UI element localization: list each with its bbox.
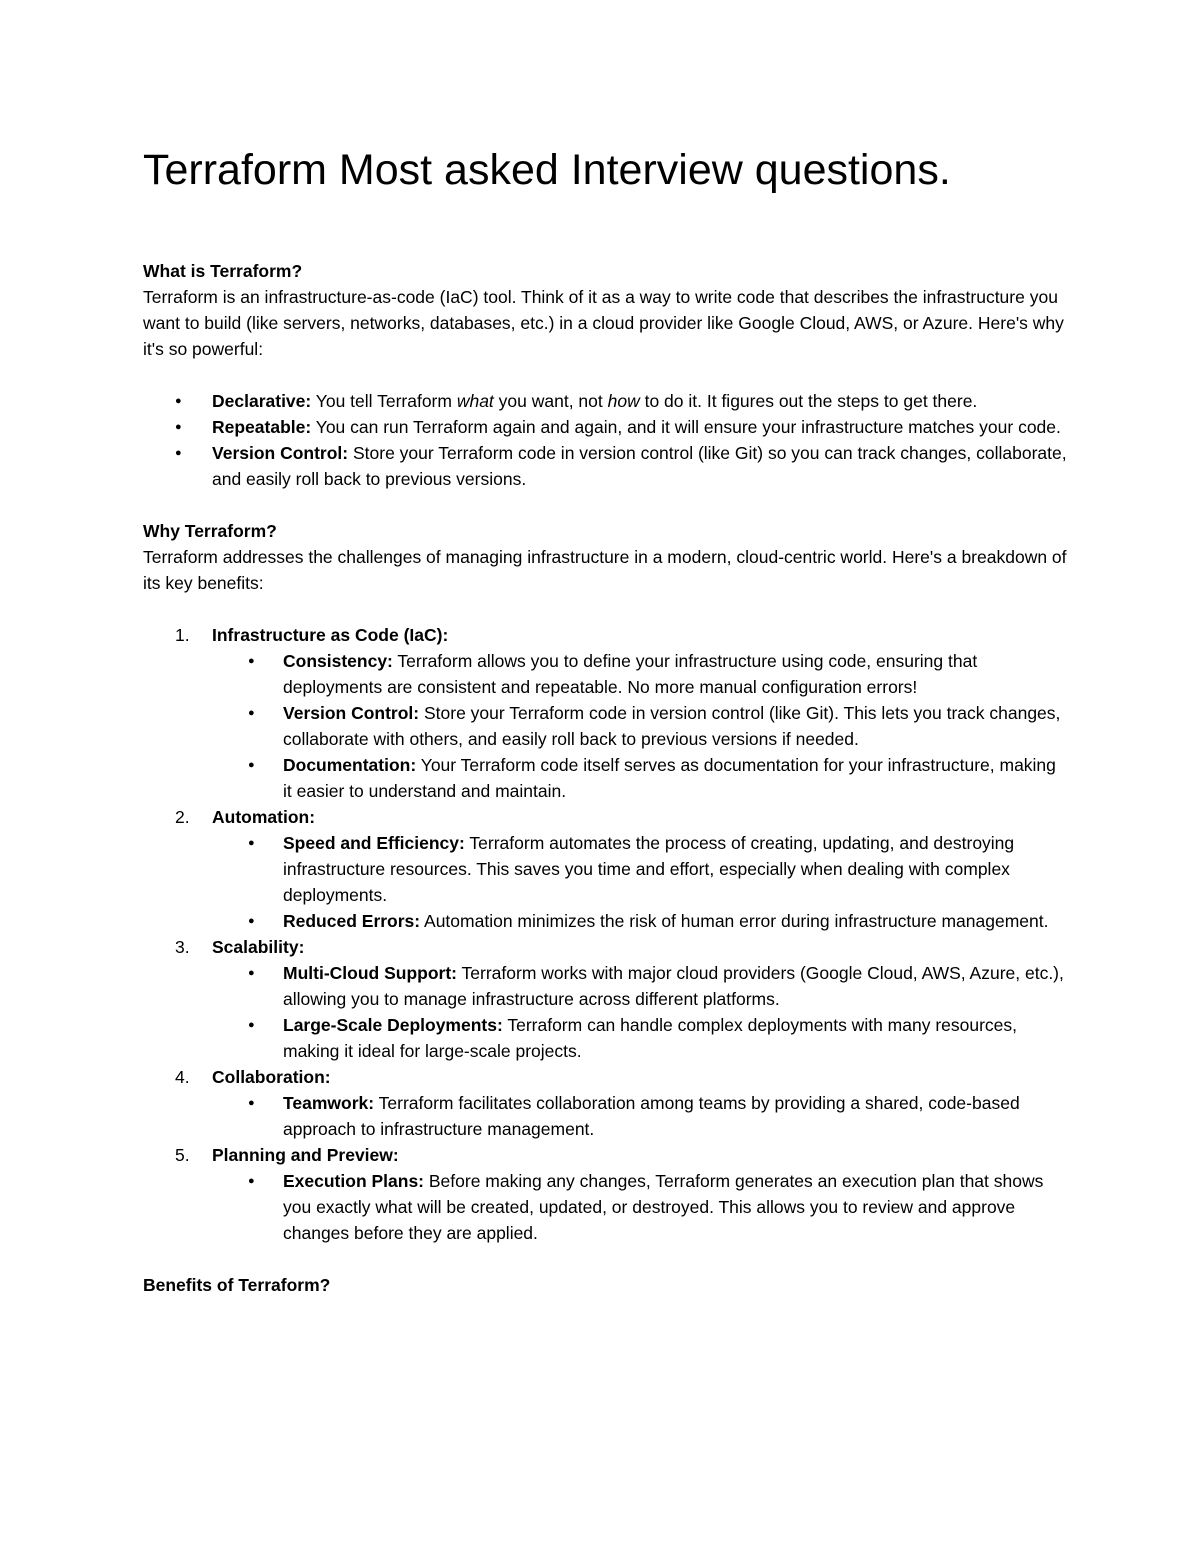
heading-what-is-terraform: What is Terraform? xyxy=(143,261,303,281)
numbered-item: 1. Infrastructure as Code (IaC): ● Consistency: Terraform allows you to define your infrastructure using code, ensuring that deployments are consistent and repeatable. No more manual configuration errors! ● Version Control: Store your Terraform code in version control (like Git). This lets you track changes, collaborate with others, and easily roll back to previous versions if needed. ● Documentation: Your Terraform code itself serves as documentation for your infrastructure, making it easier to understand and maintain. xyxy=(212,622,1068,804)
list-item: ● Teamwork: Terraform facilitates collaboration among teams by providing a shared, code-based approach to infrastructure management. xyxy=(283,1090,1068,1142)
list-item: ● Reduced Errors: Automation minimizes the risk of human error during infrastructure management. xyxy=(283,908,1068,934)
heading-why-terraform: Why Terraform? xyxy=(143,521,277,541)
numbered-item: 3. Scalability: ● Multi-Cloud Support: Terraform works with major cloud providers (Google Cloud, AWS, Azure, etc.), allowing you to manage infrastructure across different platforms. ● Large-Scale Deployments: Terraform can handle complex deployments with many resources, making it ideal for large-scale projects. xyxy=(212,934,1068,1064)
list-item: ● Consistency: Terraform allows you to define your infrastructure using code, ensuring that deployments are consistent and repeatable. No more manual configuration errors! xyxy=(283,648,1068,700)
document-title: Terraform Most asked Interview questions. xyxy=(143,146,951,194)
list-item: ● Declarative: You tell Terraform what you want, not how to do it. It figures out the steps to get there. xyxy=(212,388,1068,414)
why-intro-paragraph: Terraform addresses the challenges of managing infrastructure in a modern, cloud-centric world. Here's a breakdown of its key benefits: xyxy=(143,547,1067,593)
list-item: ● Large-Scale Deployments: Terraform can handle complex deployments with many resources, making it ideal for large-scale projects. xyxy=(283,1012,1068,1064)
what-intro-paragraph: Terraform is an infrastructure-as-code (IaC) tool. Think of it as a way to write code that describes the infrastructure you want to build (like servers, networks, databases, etc.) in a cloud provider like Google Cloud, AWS, or Azure. Here's why it's so powerful: xyxy=(143,287,1064,359)
list-item: ● Speed and Efficiency: Terraform automates the process of creating, updating, and destroying infrastructure resources. This saves you time and effort, especially when dealing with complex deployments. xyxy=(283,830,1068,908)
numbered-item: 4. Collaboration: ● Teamwork: Terraform facilitates collaboration among teams by providing a shared, code-based approach to infrastructure management. xyxy=(212,1064,1068,1142)
list-item: ● Documentation: Your Terraform code itself serves as documentation for your infrastructure, making it easier to understand and maintain. xyxy=(283,752,1068,804)
list-item: ● Multi-Cloud Support: Terraform works with major cloud providers (Google Cloud, AWS, Azure, etc.), allowing you to manage infrastructure across different platforms. xyxy=(283,960,1068,1012)
numbered-item: 2. Automation: ● Speed and Efficiency: Terraform automates the process of creating, updating, and destroying infrastructure resources. This saves you time and effort, especially when dealing with complex deployments. ● Reduced Errors: Automation minimizes the risk of human error during infrastructure management. xyxy=(212,804,1068,934)
list-item: ● Repeatable: You can run Terraform again and again, and it will ensure your infrastructure matches your code. xyxy=(212,414,1068,440)
list-item: ● Execution Plans: Before making any changes, Terraform generates an execution plan that shows you exactly what will be created, updated, or destroyed. This allows you to review and approve changes before they are applied. xyxy=(283,1168,1068,1246)
heading-benefits-of-terraform: Benefits of Terraform? xyxy=(143,1275,331,1295)
document-body xyxy=(143,258,1068,1298)
what-bullet-list xyxy=(143,388,1068,492)
list-item: ● Version Control: Store your Terraform code in version control (like Git). This lets you track changes, collaborate with others, and easily roll back to previous versions if needed. xyxy=(283,700,1068,752)
list-item: ● Version Control: Store your Terraform code in version control (like Git) so you can track changes, collaborate, and easily roll back to previous versions. xyxy=(212,440,1068,492)
why-numbered-list xyxy=(143,622,1068,1246)
numbered-item: 5. Planning and Preview: ● Execution Plans: Before making any changes, Terraform generates an execution plan that shows you exactly what will be created, updated, or destroyed. This allows you to review and approve changes before they are applied. xyxy=(212,1142,1068,1246)
